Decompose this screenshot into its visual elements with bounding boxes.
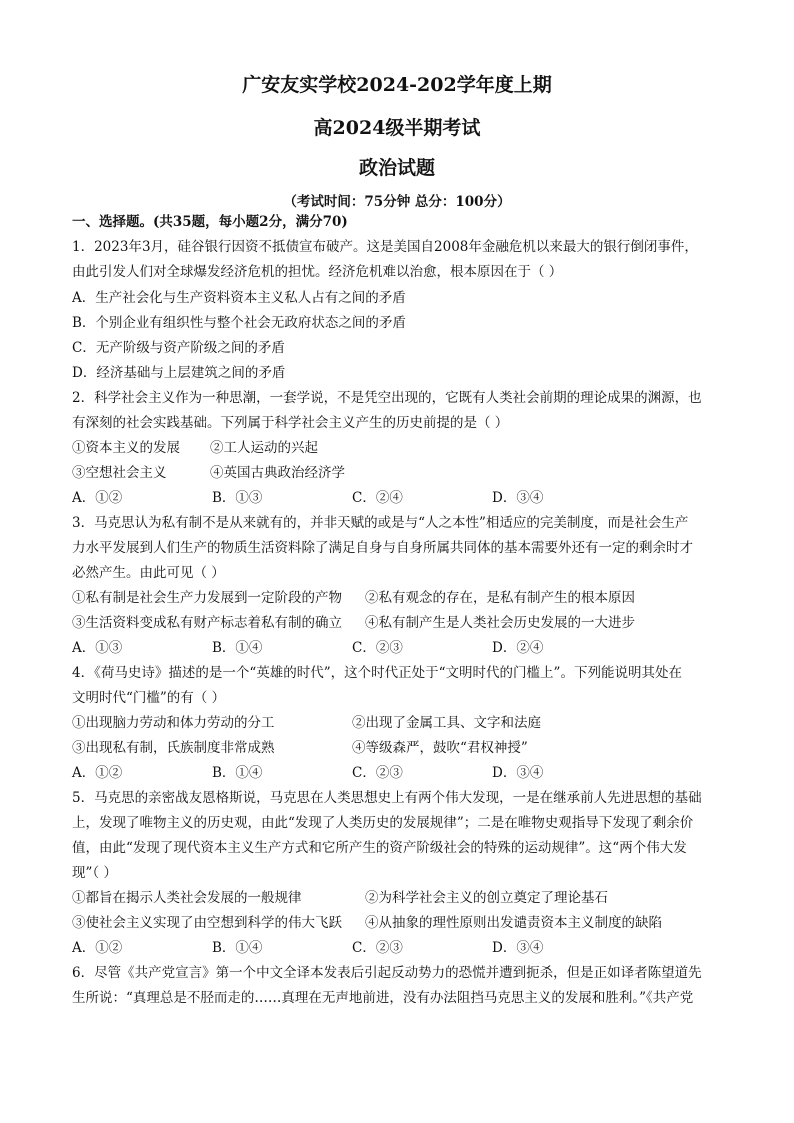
subject-title: 政治试题 [358, 157, 435, 179]
q3-stem-line: 必然产生。由此可见（ ） [72, 565, 225, 581]
q4-stem-line: 文明时代“门槛”的有（ ） [72, 690, 226, 706]
q3-item-1: ①私有制是社会生产力发展到一定阶段的产物 [72, 590, 342, 606]
q2-item-3: ③空想社会主义 [72, 465, 167, 481]
q3-option-c: C．②③ [352, 640, 403, 656]
q5-item-3: ③使社会主义实现了由空想到科学的伟大飞跃 [72, 915, 342, 931]
q3-item-3: ③生活资料变成私有财产标志着私有制的确立 [72, 615, 342, 631]
q3-item-4: ④私有制产生是人类社会历史发展的一大进步 [365, 615, 635, 631]
q3-stem-line: 力水平发展到人们生产的物质生活资料除了满足自身与自身所属共同体的基本需要外还有一定的剩余时才 [72, 540, 693, 556]
q5-option-d: D．③④ [492, 940, 544, 956]
q2-option-c: C．②④ [352, 490, 403, 506]
q2-option-d: D．③④ [492, 490, 544, 506]
q2-option-a: A．①② [72, 490, 123, 506]
q1-stem-line: 1．2023年3月，硅谷银行因资不抵债宣布破产。这是美国自2008年金融危机以来最大的银行倒闭事件， [72, 239, 698, 255]
q3-option-b: B．①④ [212, 640, 263, 656]
q1-option-c: C．无产阶级与资产阶级之间的矛盾 [72, 340, 285, 356]
q6-stem-line: 生所说：“真理总是不胫而走的……真理在无声地前进，没有办法阻挡马克思主义的发展和胜利。”《共产党 [72, 990, 694, 1006]
q2-option-b: B．①③ [212, 490, 263, 506]
grade-title: 高2024级半期考试 [313, 117, 481, 139]
school-title: 广安友实学校2024-202学年度上期 [242, 74, 552, 96]
q6-stem-line: 6．尽管《共产党宣言》第一个中文全译本发表后引起反动势力的恐慌并遭到扼杀，但是正如译者陈望道先 [72, 965, 702, 981]
q5-option-b: B．①④ [212, 940, 263, 956]
q5-stem-line: 5．马克思的亲密战友恩格斯说，马克思在人类思想史上有两个伟大发现，一是在继承前人先进思想的基础 [72, 790, 702, 806]
q2-stem-line: 2．科学社会主义作为一种思潮，一套学说，不是凭空出现的，它既有人类社会前期的理论成果的渊源，也 [72, 390, 702, 406]
q4-item-1: ①出现脑力劳动和体力劳动的分工 [72, 715, 275, 731]
q5-stem-line: 现”（ ） [72, 865, 117, 881]
q1-option-d: D．经济基础与上层建筑之间的矛盾 [72, 365, 286, 381]
q4-item-3: ③出现私有制，氏族制度非常成熟 [72, 740, 275, 756]
q2-item-4: ④英国古典政治经济学 [210, 465, 345, 481]
q5-item-4: ④从抽象的理性原则出发谴责资本主义制度的缺陷 [365, 915, 662, 931]
q4-option-b: B．①④ [212, 765, 263, 781]
q2-stem-line: 有深刻的社会实践基础。下列属于科学社会主义产生的历史前提的是（ ） [72, 415, 509, 431]
q4-option-a: A．①② [72, 765, 123, 781]
q4-item-4: ④等级森严，鼓吹“君权神授” [352, 740, 528, 756]
q4-option-d: D．③④ [492, 765, 544, 781]
q5-option-a: A．①② [72, 940, 123, 956]
q4-stem-line: 4．《荷马史诗》描述的是一个“英雄的时代”，这个时代正处于“文明时代的门槛上”。下列能说明其处在 [72, 665, 682, 681]
q5-item-1: ①都旨在揭示人类社会发展的一般规律 [72, 890, 302, 906]
q2-item-1: ①资本主义的发展 [72, 440, 180, 456]
q4-item-2: ②出现了金属工具、文字和法庭 [352, 715, 541, 731]
q5-stem-line: 上，发现了唯物主义的历史观，由此“发现了人类历史的发展规律”；二是在唯物史观指导下发现了剩余价 [72, 815, 694, 831]
exam-info: （考试时间：75分钟 总分：100分） [283, 194, 511, 210]
q5-item-2: ②为科学社会主义的创立奠定了理论基石 [365, 890, 608, 906]
q3-option-d: D．②④ [492, 640, 544, 656]
q4-option-c: C．②③ [352, 765, 403, 781]
q3-stem-line: 3．马克思认为私有制不是从来就有的，并非天赋的或是与“人之本性”相适应的完美制度，而是社会生产 [72, 515, 689, 531]
q5-stem-line: 值，由此“发现了现代资本主义生产方式和它所产生的资产阶级社会的特殊的运动规律”。这“两个伟大发 [72, 840, 687, 856]
q3-item-2: ②私有观念的存在，是私有制产生的根本原因 [365, 590, 635, 606]
q1-stem-line: 由此引发人们对全球爆发经济危机的担忧。经济危机难以治愈，根本原因在于（ ） [72, 264, 563, 280]
q5-option-c: C．②③ [352, 940, 403, 956]
q1-option-b: B．个别企业有组织性与整个社会无政府状态之间的矛盾 [72, 315, 406, 331]
q3-option-a: A．①③ [72, 640, 123, 656]
q2-item-2: ②工人运动的兴起 [210, 440, 318, 456]
section-heading: 一、选择题。(共35题，每小题2分，满分70) [72, 214, 348, 230]
q1-option-a: A．生产社会化与生产资料资本主义私人占有之间的矛盾 [72, 290, 406, 306]
